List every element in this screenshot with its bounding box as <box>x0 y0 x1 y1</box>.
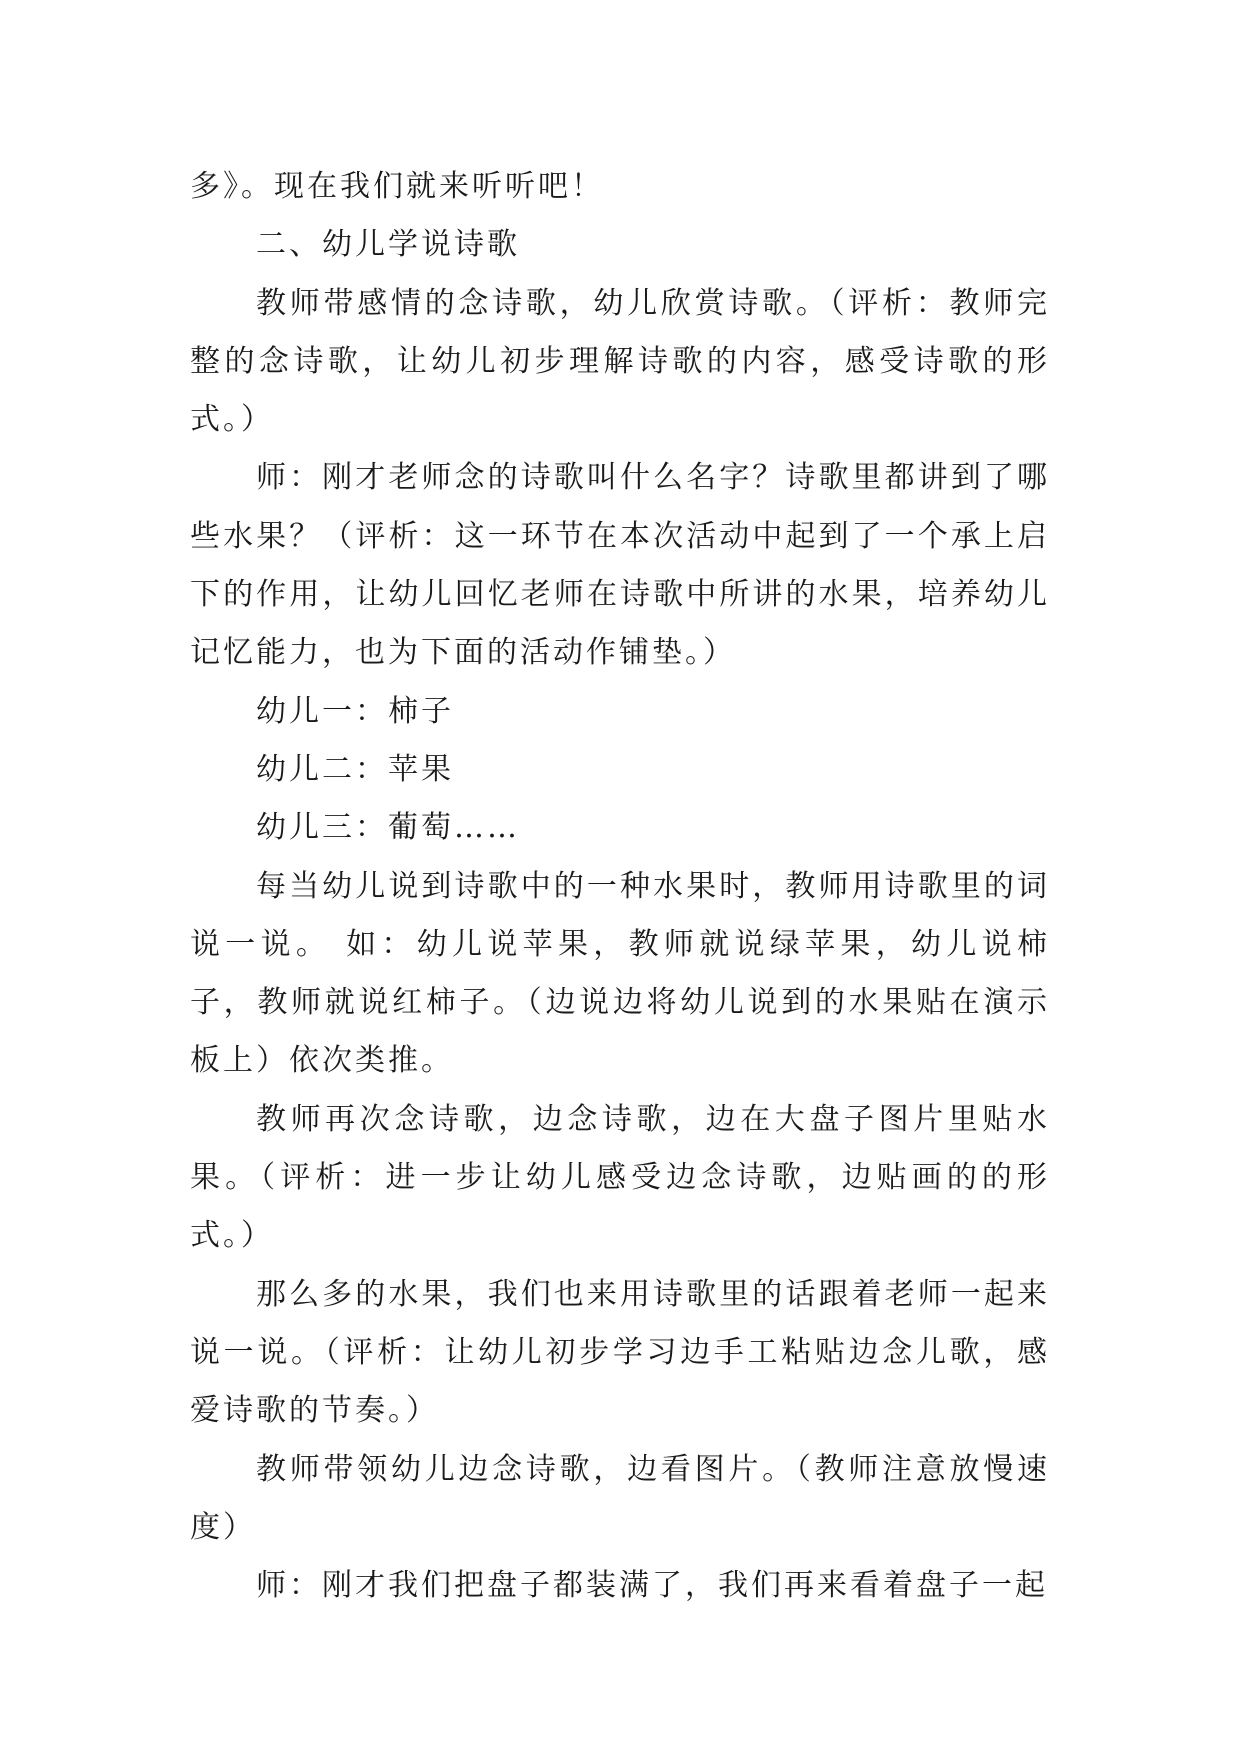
paragraph: 师：刚才我们把盘子都装满了，我们再来看着盘子一起 <box>256 1568 1048 1604</box>
document-page <box>190 158 1050 1615</box>
dialogue-line: 幼儿二：苹果 <box>256 751 454 787</box>
dialogue-line: 幼儿一：柿子 <box>256 693 454 729</box>
paragraph: 教师再次念诗歌，边念诗歌，边在大盘子图片里贴水果。（评析：进一步让幼儿感受边念诗歌，边贴画的的形式。） <box>190 1101 1050 1254</box>
paragraph: 师：刚才老师念的诗歌叫什么名字？诗歌里都讲到了哪些水果？（评析：这一环节在本次活动中起到了一个承上启下的作用，让幼儿回忆老师在诗歌中所讲的水果，培养幼儿记忆能力，也为下面的活动作铺垫。） <box>190 460 1050 671</box>
section-heading: 二、幼儿学说诗歌 <box>256 227 520 263</box>
paragraph-continuation: 多》。现在我们就来听听吧！ <box>190 169 604 204</box>
paragraph: 那么多的水果，我们也来用诗歌里的话跟着老师一起来说一说。（评析：让幼儿初步学习边手工粘贴边念儿歌，感爱诗歌的节奏。） <box>190 1276 1050 1429</box>
paragraph: 教师带领幼儿边念诗歌，边看图片。（教师注意放慢速度） <box>190 1451 1050 1545</box>
paragraph: 教师带感情的念诗歌，幼儿欣赏诗歌。（评析：教师完整的念诗歌，让幼儿初步理解诗歌的内容，感受诗歌的形式。） <box>190 285 1050 438</box>
dialogue-line: 幼儿三：葡萄…… <box>256 810 520 846</box>
paragraph: 每当幼儿说到诗歌中的一种水果时，教师用诗歌里的词说一说。 如：幼儿说苹果，教师就说绿苹果，幼儿说柿子，教师就说红柿子。（边说边将幼儿说到的水果贴在演示板上）依次类推。 <box>190 868 1050 1079</box>
